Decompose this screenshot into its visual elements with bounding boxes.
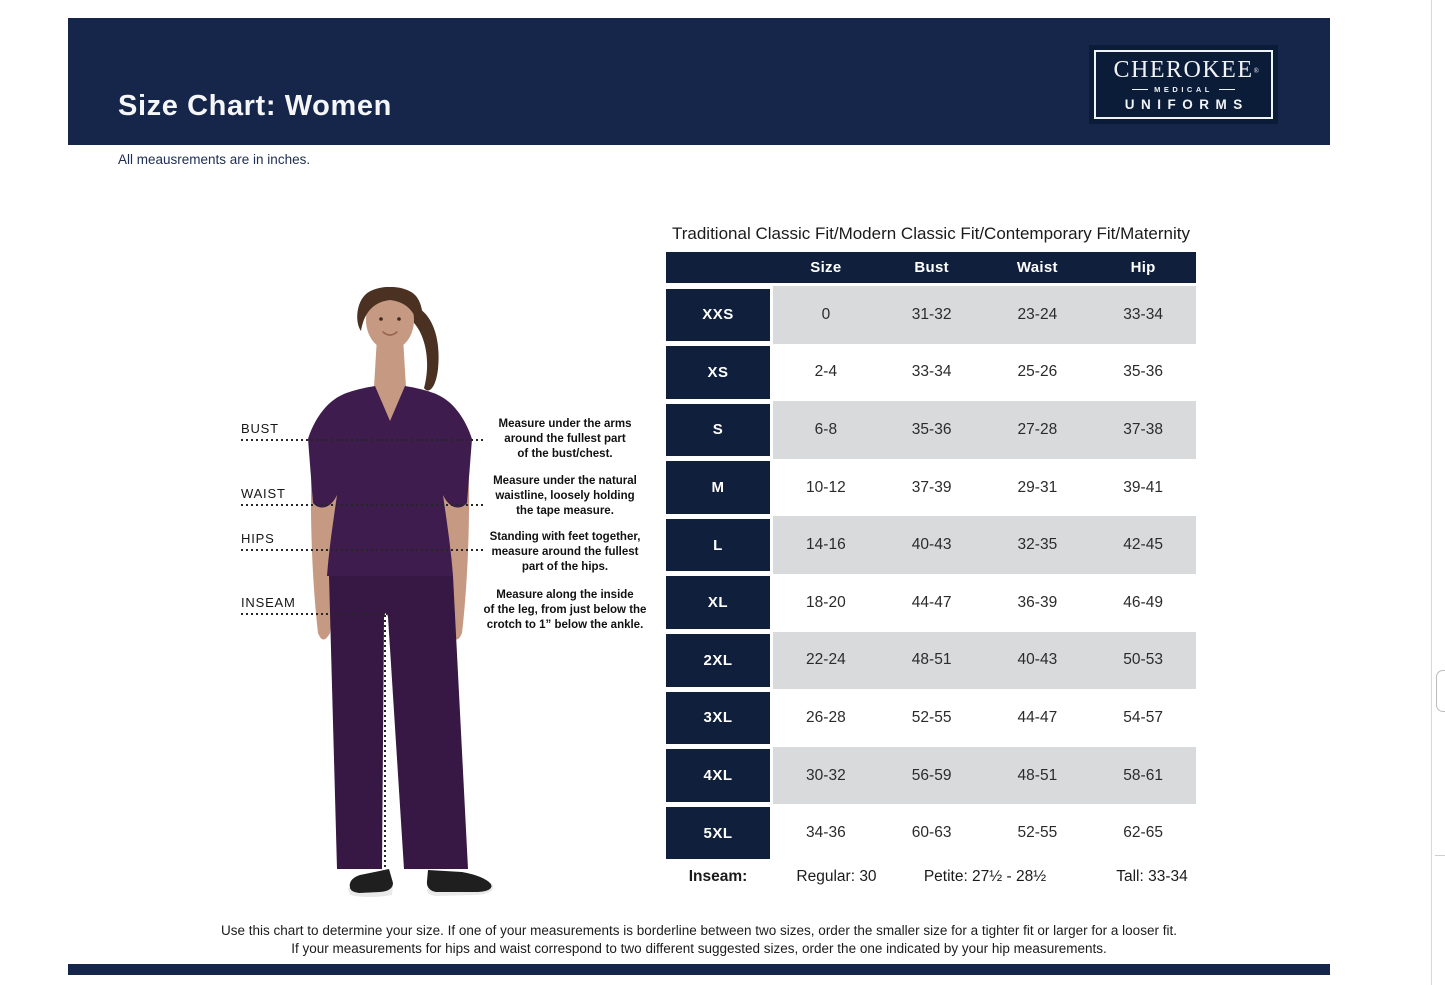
- scroll-marker: [1435, 855, 1445, 856]
- usage-note: [68, 922, 1330, 957]
- inseam-petite-value: Petite: 27½ - 28½: [923, 868, 1047, 885]
- logo-medical-row: [1132, 85, 1235, 94]
- collapsed-side-button[interactable]: [1436, 670, 1445, 712]
- table-row: S 6-8 35-36 27-28 37-38: [666, 401, 1196, 459]
- footer-bar: [68, 964, 1330, 975]
- table-row: XXS 0 31-32 23-24 33-34: [666, 286, 1196, 344]
- logo-rule-left: [1132, 89, 1148, 90]
- table-row: M 10-12 37-39 29-31 39-41: [666, 459, 1196, 517]
- units-note: All meausrements are in inches.: [118, 152, 311, 167]
- table-row: 2XL 22-24 48-51 40-43 50-53: [666, 632, 1196, 690]
- inseam-description: Measure along the inside of the leg, from just below the crotch to 1” below the ankle.: [483, 589, 647, 631]
- registered-mark: ®: [1253, 66, 1261, 75]
- waist-label: WAIST: [241, 486, 286, 501]
- logo-brand-text: CHEROKEE ®: [1113, 56, 1261, 83]
- inseam-vertical-line: [384, 615, 387, 873]
- col-header-waist: Waist: [1016, 259, 1058, 276]
- size-table-title: Traditional Classic Fit/Modern Classic Fit/Contemporary Fit/Maternity: [671, 224, 1190, 243]
- logo-medical-text: MEDICAL: [1154, 84, 1213, 94]
- table-header-row: [666, 252, 1196, 283]
- hips-description: Standing with feet together, measure around the fullest part of the hips.: [489, 531, 641, 573]
- page-title: Size Chart: Women: [118, 90, 392, 122]
- inseam-summary-row: [666, 868, 1196, 894]
- bust-description: Measure under the arms around the fullest part of the bust/chest.: [498, 418, 632, 460]
- inseam-tall-value: Tall: 33-34: [1116, 868, 1188, 885]
- table-row: 5XL 34-36 60-63 52-55 62-65: [666, 804, 1196, 862]
- col-header-hip: Hip: [1130, 259, 1156, 276]
- logo-uniforms-text: UNIFORMS: [1124, 96, 1249, 112]
- logo-rule-right: [1219, 89, 1235, 90]
- hips-label: HIPS: [241, 531, 275, 546]
- waist-measure-line: [241, 503, 484, 506]
- col-header-bust: Bust: [914, 259, 949, 276]
- page-right-divider: [1431, 0, 1432, 985]
- table-row: 4XL 30-32 56-59 48-51 58-61: [666, 747, 1196, 805]
- inseam-measure-line: [241, 612, 387, 615]
- bust-measure-line: [241, 438, 484, 441]
- inseam-label: INSEAM: [241, 595, 296, 610]
- hips-measure-line: [241, 548, 484, 551]
- inseam-regular-value: Regular: 30: [796, 868, 877, 885]
- table-row: 3XL 26-28 52-55 44-47 54-57: [666, 689, 1196, 747]
- table-header-spacer: [666, 252, 773, 283]
- woman-figure-graphic: [285, 287, 500, 902]
- table-row: XL 18-20 44-47 36-39 46-49: [666, 574, 1196, 632]
- table-row: XS 2-4 33-34 25-26 35-36: [666, 344, 1196, 402]
- inseam-row-label: Inseam:: [688, 868, 748, 885]
- usage-note-line2: If your measurements for hips and waist correspond to two different suggested sizes, order the one indicated by your hip measurements.: [291, 940, 1107, 956]
- size-table: [666, 252, 1196, 862]
- cherokee-logo-frame: [1094, 50, 1273, 119]
- header-bar: [68, 18, 1330, 145]
- bust-label: BUST: [241, 421, 279, 436]
- cherokee-logo: [1089, 45, 1278, 124]
- table-row: L 14-16 40-43 32-35 42-45: [666, 516, 1196, 574]
- waist-description: Measure under the natural waistline, loosely holding the tape measure.: [493, 475, 637, 517]
- woman-model-photo: [285, 287, 500, 902]
- usage-note-line1: Use this chart to determine your size. If one of your measurements is borderline between two sizes, order the smaller size for a tighter fit or larger for a looser fit.: [221, 923, 1177, 938]
- col-header-size: Size: [810, 259, 842, 276]
